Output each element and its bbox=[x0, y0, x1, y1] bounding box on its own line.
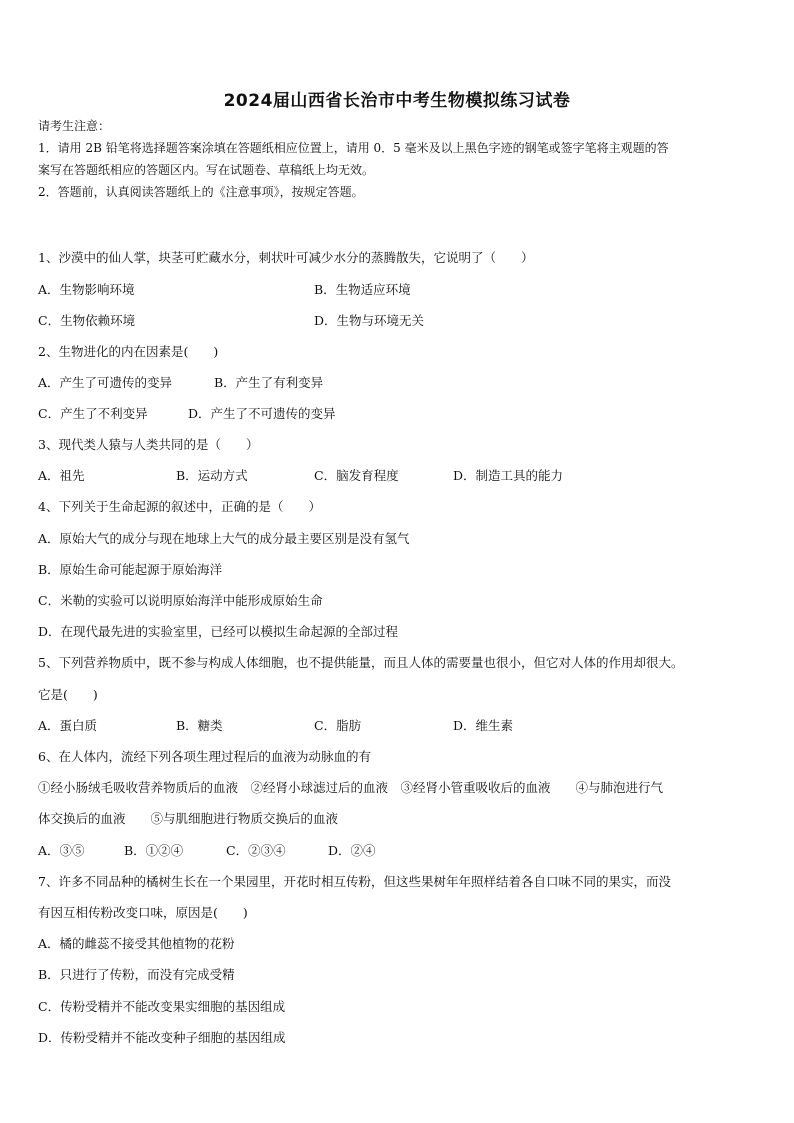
question-1-option-a: A．生物影响环境 bbox=[38, 282, 135, 297]
question-6-items-line-2: 体交换后的血液 ⑤与肌细胞进行物质交换后的血液 bbox=[38, 811, 339, 826]
question-6-stem: 6、在人体内，流经下列各项生理过程后的血液为动脉血的有 bbox=[38, 749, 371, 764]
question-4-option-c: C．米勒的实验可以说明原始海洋中能形成原始生命 bbox=[38, 593, 323, 608]
question-3-stem: 3、现代类人猿与人类共同的是（ ） bbox=[38, 437, 259, 452]
notice-header: 请考生注意： bbox=[38, 119, 111, 133]
question-6-option-c: C．②③④ bbox=[226, 843, 286, 858]
notice-line-1b: 案写在答题纸相应的答题区内。写在试题卷、草稿纸上均无效。 bbox=[38, 163, 375, 177]
question-1-option-c: C．生物依赖环境 bbox=[38, 313, 136, 328]
question-6-items-line-1: ①经小肠绒毛吸收营养物质后的血液 ②经肾小球滤过后的血液 ③经肾小管重吸收后的血液 ④与肺泡进行气 bbox=[38, 780, 664, 795]
question-5-stem-line-1: 5、下列营养物质中，既不参与构成人体细胞，也不提供能量，而且人体的需要量也很小，但它对人体的作用却很大。 bbox=[38, 655, 684, 670]
question-7-option-c: C．传粉受精并不能改变果实细胞的基因组成 bbox=[38, 999, 286, 1014]
question-4-stem: 4、下列关于生命起源的叙述中，正确的是（ ） bbox=[38, 499, 321, 514]
question-7-stem-line-1: 7、许多不同品种的橘树生长在一个果园里，开花时相互传粉，但这些果树年年照样结着各自口味不同的果实，而没 bbox=[38, 874, 671, 889]
question-2-option-a: A．产生了可遗传的变异 bbox=[38, 375, 173, 390]
question-1-option-d: D．生物与环境无关 bbox=[314, 313, 425, 328]
question-7-option-d: D．传粉受精并不能改变种子细胞的基因组成 bbox=[38, 1030, 286, 1045]
question-4-option-d: D．在现代最先进的实验室里，已经可以模拟生命起源的全部过程 bbox=[38, 624, 399, 639]
question-2-option-d: D．产生了不可遗传的变异 bbox=[188, 406, 336, 421]
question-4-option-a: A．原始大气的成分与现在地球上大气的成分最主要区别是没有氢气 bbox=[38, 531, 410, 546]
question-5-option-d: D．维生素 bbox=[453, 718, 514, 733]
notice-line-2: 2．答题前，认真阅读答题纸上的《注意事项》，按规定答题。 bbox=[38, 185, 364, 199]
question-5-option-a: A．蛋白质 bbox=[38, 718, 98, 733]
question-1-option-b: B．生物适应环境 bbox=[314, 282, 411, 297]
question-6-option-a: A．③⑤ bbox=[38, 843, 85, 858]
question-5-stem-line-2: 它是( ) bbox=[38, 687, 98, 702]
question-3-option-b: B．运动方式 bbox=[176, 468, 248, 483]
question-6-option-b: B．①②④ bbox=[124, 843, 184, 858]
question-3-option-c: C．脑发育程度 bbox=[314, 468, 399, 483]
page-title: 2024届山西省长治市中考生物模拟练习试卷 bbox=[223, 91, 571, 111]
question-6-option-d: D．②④ bbox=[328, 843, 376, 858]
question-2-stem: 2、生物进化的内在因素是( ) bbox=[38, 344, 219, 359]
question-2-option-b: B．产生了有利变异 bbox=[214, 375, 324, 390]
question-4-option-b: B．原始生命可能起源于原始海洋 bbox=[38, 562, 223, 577]
question-1-stem: 1、沙漠中的仙人掌，块茎可贮藏水分，刺状叶可减少水分的蒸腾散失，它说明了（ ） bbox=[38, 250, 534, 265]
question-7-option-b: B．只进行了传粉，而没有完成受精 bbox=[38, 967, 235, 982]
question-7-stem-line-2: 有因互相传粉改变口味，原因是( ) bbox=[38, 905, 248, 920]
question-3-option-d: D．制造工具的能力 bbox=[453, 468, 564, 483]
question-3-option-a: A．祖先 bbox=[38, 468, 85, 483]
question-5-option-c: C．脂肪 bbox=[314, 718, 362, 733]
question-5-option-b: B．糖类 bbox=[176, 718, 223, 733]
notice-line-1a: 1．请用 2B 铅笔将选择题答案涂填在答题纸相应位置上，请用 0．5 毫米及以上黑色字迹的钢笔或签字笔将主观题的答 bbox=[38, 141, 669, 155]
question-2-option-c: C．产生了不利变异 bbox=[38, 406, 148, 421]
question-7-option-a: A．橘的雌蕊不接受其他植物的花粉 bbox=[38, 936, 235, 951]
